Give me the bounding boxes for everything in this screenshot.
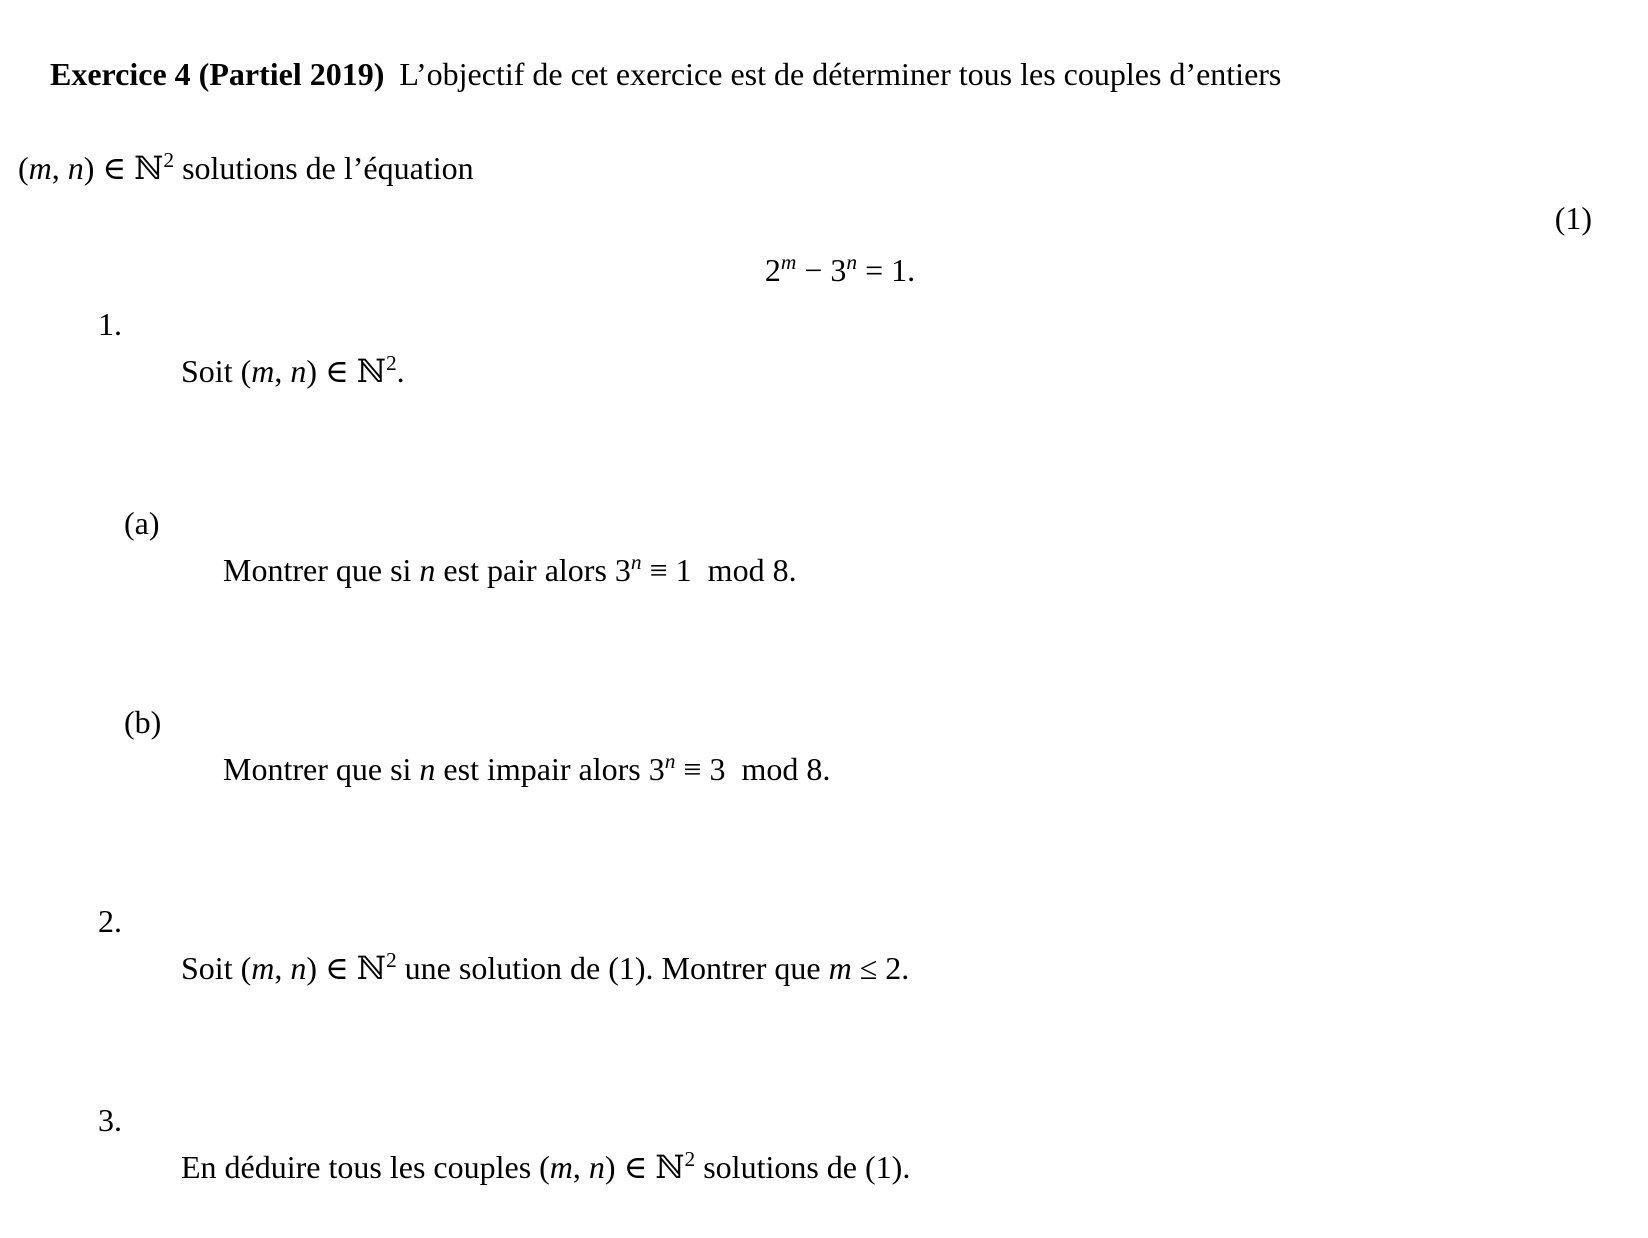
math-segment: n xyxy=(588,1149,605,1185)
math-segment: Montrer que si xyxy=(223,751,420,787)
intro-text-1 xyxy=(399,56,1281,92)
math-segment: m xyxy=(828,950,852,986)
math-segment: ) ∈ ℕ xyxy=(306,950,386,986)
math-segment: m xyxy=(251,353,275,389)
math-segment: m xyxy=(780,250,797,275)
list-item-3-text xyxy=(181,1149,910,1185)
math-segment: m xyxy=(549,1149,573,1185)
list-item-3 xyxy=(18,1050,1648,1238)
math-segment: ) ∈ ℕ xyxy=(306,353,386,389)
math-segment: n xyxy=(664,749,676,774)
math-segment: n xyxy=(846,250,858,275)
math-segment: m xyxy=(28,150,52,186)
math-segment: 2 xyxy=(163,148,175,173)
intro-line-2 xyxy=(18,145,1648,192)
math-segment: n xyxy=(290,353,307,389)
math-segment: ) ∈ ℕ xyxy=(604,1149,685,1185)
list-item-1a-text xyxy=(223,552,797,588)
math-segment: Soit ( xyxy=(181,353,252,389)
math-segment: n xyxy=(290,950,307,986)
math-segment: L’objectif de cet exercice est de déterminer tous les couples d’entiers xyxy=(399,56,1282,92)
intro-line-1 xyxy=(18,4,1648,145)
math-segment: , xyxy=(274,950,291,986)
math-segment: 2 xyxy=(385,948,397,973)
math-segment: Soit ( xyxy=(181,950,252,986)
exercise-list xyxy=(18,254,1648,1238)
list-item-2-label: 2. xyxy=(98,903,122,939)
math-segment: solutions de (1). xyxy=(695,1149,911,1185)
list-item-1b xyxy=(18,652,1648,840)
list-item-2-text xyxy=(181,950,909,986)
math-segment: 2 xyxy=(385,351,397,376)
math-segment: est pair alors 3 xyxy=(435,552,631,588)
math-segment: m xyxy=(251,950,275,986)
math-segment: est impair alors 3 xyxy=(435,751,665,787)
list-item-1a xyxy=(18,453,1648,641)
list-item-2 xyxy=(18,851,1648,1039)
list-item-1-text xyxy=(181,353,405,389)
math-segment: . xyxy=(396,353,405,389)
math-segment: , xyxy=(51,150,68,186)
math-segment: ≡ 3 mod 8. xyxy=(675,751,831,787)
math-segment: 2 xyxy=(684,1147,696,1172)
math-segment: ( xyxy=(18,150,29,186)
list-item-1 xyxy=(18,254,1648,442)
math-segment: ) ∈ ℕ xyxy=(83,150,164,186)
math-segment: − 3 xyxy=(796,252,847,288)
display-equation xyxy=(18,192,1630,288)
equation-number: (1) xyxy=(1554,200,1592,236)
math-segment: solutions de l’équation xyxy=(174,150,474,186)
exercise-heading: Exercice 4 (Partiel 2019) xyxy=(50,56,385,92)
math-segment: ≤ 2. xyxy=(851,950,910,986)
math-segment: = 1. xyxy=(857,252,916,288)
math-segment: n xyxy=(419,751,436,787)
list-item-1b-text xyxy=(223,751,830,787)
math-segment: En déduire tous les couples ( xyxy=(181,1149,550,1185)
list-item-3-label: 3. xyxy=(98,1102,122,1138)
math-segment: , xyxy=(274,353,291,389)
list-item-1b-label: (b) xyxy=(124,704,162,740)
math-segment: , xyxy=(572,1149,589,1185)
list-item-1a-label: (a) xyxy=(124,505,160,541)
math-segment: ≡ 1 mod 8. xyxy=(641,552,797,588)
math-segment: une solution de (1). Montrer que xyxy=(396,950,829,986)
math-segment: n xyxy=(419,552,436,588)
math-segment: n xyxy=(630,550,642,575)
math-segment: 2 xyxy=(764,252,781,288)
math-segment: Montrer que si xyxy=(223,552,420,588)
list-item-1-label: 1. xyxy=(98,306,122,342)
math-segment: n xyxy=(67,150,84,186)
